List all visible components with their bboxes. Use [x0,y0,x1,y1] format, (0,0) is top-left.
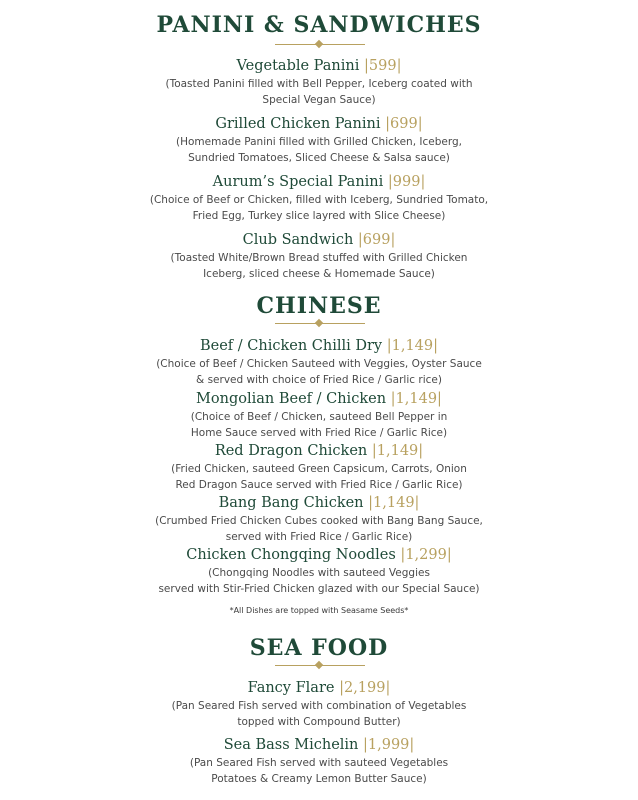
item-desc-line: (Toasted Panini filled with Bell Pepper, Iceberg coated with [165,78,473,90]
menu-item: Grilled Chicken Panini |699| (Homemade Panini filled with Grilled Chicken, Iceberg, Sundried Tomatoes, Sliced Cheese & Salsa sauce) [0,114,638,166]
section-divider [275,319,365,329]
item-desc-line: Red Dragon Sauce served with Fried Rice / Garlic Rice) [175,479,463,491]
item-name: Beef / Chicken Chilli Dry [199,338,383,354]
item-desc-line: Potatoes & Creamy Lemon Butter Sauce) [211,773,427,785]
section-divider [275,40,365,50]
section-divider [275,661,365,671]
diamond-ornament-icon [315,319,323,327]
item-name: Sea Bass Michelin [223,737,359,753]
item-name: Chicken Chongqing Noodles [186,547,396,563]
item-price: 1,149 [376,443,419,459]
item-desc-line: served with Fried Rice / Garlic Rice) [225,531,413,543]
item-desc-line: (Fried Chicken, sauteed Green Capsicum, Carrots, Onion [171,463,467,475]
item-price: 1,149 [395,391,438,407]
item-desc-line: served with Stir-Fried Chicken glazed with our Special Sauce) [158,583,480,595]
menu-item: Chicken Chongqing Noodles |1,299| (Chongqing Noodles with sauteed Veggies served with Stir-Fried Chicken glazed with our Special Sauce) [0,545,638,597]
menu-item: Aurum’s Special Panini |999| (Choice of Beef or Chicken, filled with Iceberg, Sundried Tomato, Fried Egg, Turkey slice layred with Slice Cheese) [0,172,638,224]
item-desc-line: (Homemade Panini filled with Grilled Chicken, Iceberg, [176,136,462,148]
item-desc-line: & served with choice of Fried Rice / Garlic rice) [196,374,442,386]
item-desc-line: Iceberg, sliced cheese & Homemade Sauce) [203,268,435,280]
item-price: 1,299 [405,547,447,563]
item-desc-line: (Crumbed Fried Chicken Cubes cooked with Bang Bang Sauce, [155,515,483,527]
item-price: 999 [392,174,421,190]
item-desc-line: (Pan Seared Fish served with sauteed Vegetables [189,757,449,769]
item-desc-line: Sundried Tomatoes, Sliced Cheese & Salsa sauce) [188,152,450,164]
item-desc-line: (Choice of Beef / Chicken Sauteed with Veggies, Oyster Sauce [156,358,482,370]
item-price: 1,149 [391,338,434,354]
item-desc-line: Home Sauce served with Fried Rice / Garlic Rice) [190,427,448,439]
menu-item: Sea Bass Michelin |1,999| (Pan Seared Fish served with sauteed Vegetables Potatoes & Creamy Lemon Butter Sauce) [0,735,638,787]
item-name: Bang Bang Chicken [218,495,364,511]
diamond-ornament-icon [315,661,323,669]
item-name: Fancy Flare [247,680,335,696]
item-name: Mongolian Beef / Chicken [196,391,387,407]
item-price: 699 [362,232,391,248]
menu-item: Club Sandwich |699| (Toasted White/Brown Bread stuffed with Grilled Chicken Iceberg, sliced cheese & Homemade Sauce) [0,230,638,282]
diamond-ornament-icon [315,40,323,48]
section-title-seafood: SEA FOOD [249,635,389,661]
chinese-footnote: *All Dishes are topped with Seasame Seeds* [229,606,409,615]
section-title-chinese: CHINESE [256,293,382,319]
item-name: Club Sandwich [242,232,354,248]
item-name: Grilled Chicken Panini [215,116,381,132]
item-name: Aurum’s Special Panini [212,174,384,190]
item-price: 699 [390,116,418,132]
menu-item: Mongolian Beef / Chicken |1,149| (Choice of Beef / Chicken, sauteed Bell Pepper in Home Sauce served with Fried Rice / Garlic Rice) [0,389,638,441]
item-price: 2,199 [343,680,386,696]
item-desc-line: (Toasted White/Brown Bread stuffed with Grilled Chicken [170,252,468,264]
item-name: Red Dragon Chicken [214,443,368,459]
section-title-panini: PANINI & SANDWICHES [156,12,482,38]
item-desc-line: (Pan Seared Fish served with combination of Vegetables [171,700,467,712]
item-price: 599 [368,58,397,74]
menu-item: Fancy Flare |2,199| (Pan Seared Fish served with combination of Vegetables topped with Compound Butter) [0,678,638,730]
menu-item: Beef / Chicken Chilli Dry |1,149| (Choice of Beef / Chicken Sauteed with Veggies, Oyster Sauce & served with choice of Fried Rice / Garlic rice) [0,336,638,388]
item-desc-line: (Choice of Beef / Chicken, sauteed Bell Pepper in [190,411,448,423]
menu-item: Red Dragon Chicken |1,149| (Fried Chicken, sauteed Green Capsicum, Carrots, Onion Red Dragon Sauce served with Fried Rice / Garlic Rice) [0,441,638,493]
item-desc-line: Special Vegan Sauce) [262,94,376,106]
item-price: 1,999 [367,737,410,753]
item-name: Vegetable Panini [236,58,360,74]
item-desc-line: topped with Compound Butter) [237,716,401,728]
menu-item: Vegetable Panini |599| (Toasted Panini filled with Bell Pepper, Iceberg coated with Special Vegan Sauce) [0,56,638,108]
item-desc-line: Fried Egg, Turkey slice layred with Slice Cheese) [192,210,446,222]
item-desc-line: (Choice of Beef or Chicken, filled with Iceberg, Sundried Tomato, [149,194,489,206]
item-desc-line: (Chongqing Noodles with sauteed Veggies [208,567,430,579]
item-price: 1,149 [373,495,415,511]
menu-item: Bang Bang Chicken |1,149| (Crumbed Fried Chicken Cubes cooked with Bang Bang Sauce, served with Fried Rice / Garlic Rice) [0,493,638,545]
